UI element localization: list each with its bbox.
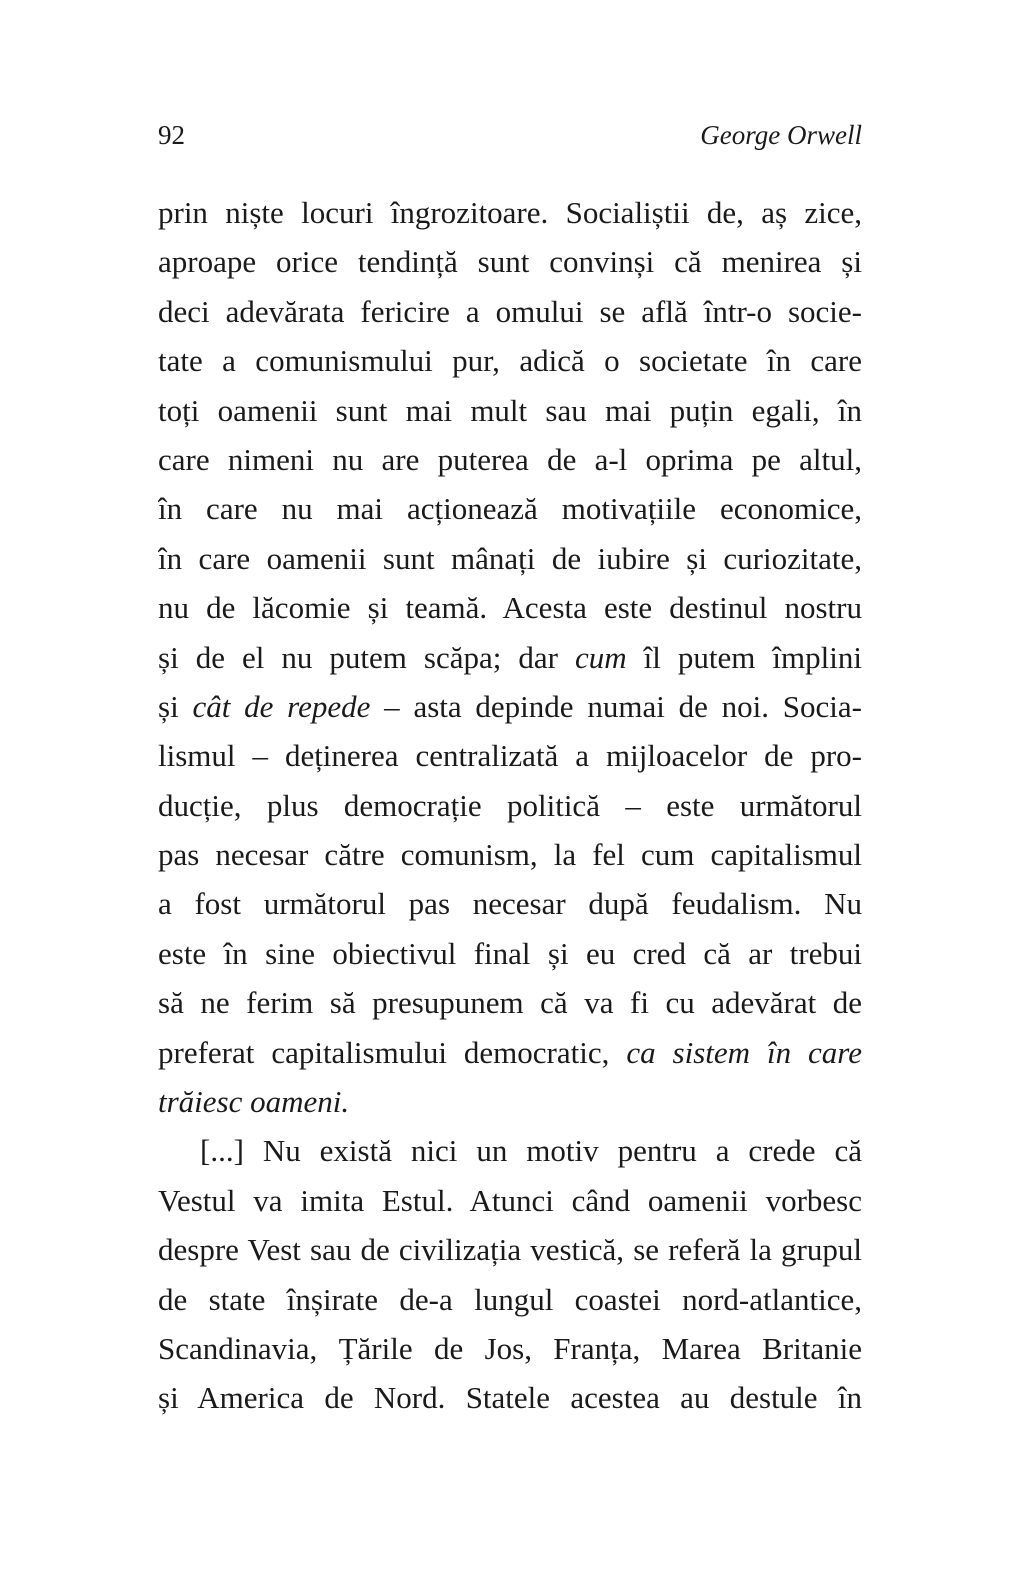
text-segment: despre Vest sau de civilizația vestică, se referă la grupul — [158, 1232, 862, 1268]
italic-text: cum — [574, 639, 627, 675]
text-line — [158, 1126, 862, 1175]
text-segment: și America de Nord. Statele acestea au destule în — [158, 1380, 862, 1416]
text-line — [158, 929, 862, 978]
text-segment: a fost următorul pas necesar după feudalism. Nu — [158, 886, 862, 922]
text-segment: prin niște locuri îngrozitoare. Socialiștii de, aș zice, — [158, 195, 862, 230]
text-line — [158, 879, 862, 928]
text-line — [158, 978, 862, 1027]
text-line — [158, 1225, 862, 1274]
text-segment: Vestul va imita Estul. Atunci când oamenii vorbesc — [158, 1182, 862, 1218]
text-segment: să ne ferim să presupunem că va fi cu adevărat de — [158, 985, 862, 1021]
text-segment: tate a comunismului pur, adică o societate în care — [158, 343, 862, 379]
text-segment: și — [158, 688, 193, 724]
text-line — [158, 237, 862, 286]
text-segment: – asta depinde numai de noi. Socia- — [370, 688, 862, 724]
text-segment: care nimeni nu are puterea de a-l oprima pe altul, — [158, 441, 862, 477]
text-segment: de state înșirate de-a lungul coastei nord-atlantice, — [158, 1281, 862, 1317]
text-line — [158, 386, 862, 435]
text-line — [158, 1028, 862, 1077]
text-line — [158, 633, 862, 682]
italic-text: cât de repede — [192, 688, 371, 724]
text-segment: este în sine obiectivul final și eu cred că ar trebui — [158, 935, 862, 971]
text-segment: toți oamenii sunt mai mult sau mai puțin egali, în — [158, 392, 862, 428]
text-line — [158, 534, 862, 583]
text-line — [158, 583, 862, 632]
text-segment: în care nu mai acționează motivațiile economice, — [158, 491, 862, 527]
running-head-author: George Orwell — [700, 120, 862, 150]
text-segment: în care oamenii sunt mânați de iubire și curiozitate, — [158, 540, 862, 576]
text-segment: Scandinavia, Țările de Jos, Franța, Marea Britanie — [158, 1330, 862, 1366]
text-segment: aproape orice tendință sunt convinși că menirea și — [158, 244, 862, 280]
text-segment: pas necesar către comunism, la fel cum capitalismul — [158, 837, 862, 873]
text-line — [158, 1176, 862, 1225]
text-line — [158, 1373, 862, 1422]
text-segment: lismul – deținerea centralizată a mijloacelor de pro- — [158, 738, 862, 774]
text-segment: [...] Nu există nici un motiv pentru a crede că — [200, 1133, 862, 1169]
text-line — [158, 188, 862, 237]
text-segment: ducție, plus democrație politică – este următorul — [158, 787, 862, 823]
text-line — [158, 435, 862, 484]
text-segment: și de el nu putem scăpa; dar — [158, 639, 575, 675]
text-line — [158, 830, 862, 879]
text-line — [158, 287, 862, 336]
italic-text: trăiesc oameni. — [158, 1084, 350, 1120]
text-line — [158, 1324, 862, 1373]
text-line — [158, 682, 862, 731]
body-text — [158, 188, 862, 1423]
text-line — [158, 336, 862, 385]
text-line — [158, 731, 862, 780]
italic-text: ca sistem în care — [626, 1034, 862, 1070]
page-number: 92 — [158, 120, 185, 150]
text-segment: îl putem împlini — [626, 639, 862, 675]
text-line — [158, 484, 862, 533]
text-segment: nu de lăcomie și teamă. Acesta este destinul nostru — [158, 590, 862, 626]
text-segment: deci adevărata fericire a omului se află într-o socie- — [158, 293, 862, 329]
text-line — [158, 1077, 862, 1126]
text-line — [158, 781, 862, 830]
text-line — [158, 1275, 862, 1324]
text-segment: preferat capitalismului democratic, — [158, 1034, 627, 1070]
